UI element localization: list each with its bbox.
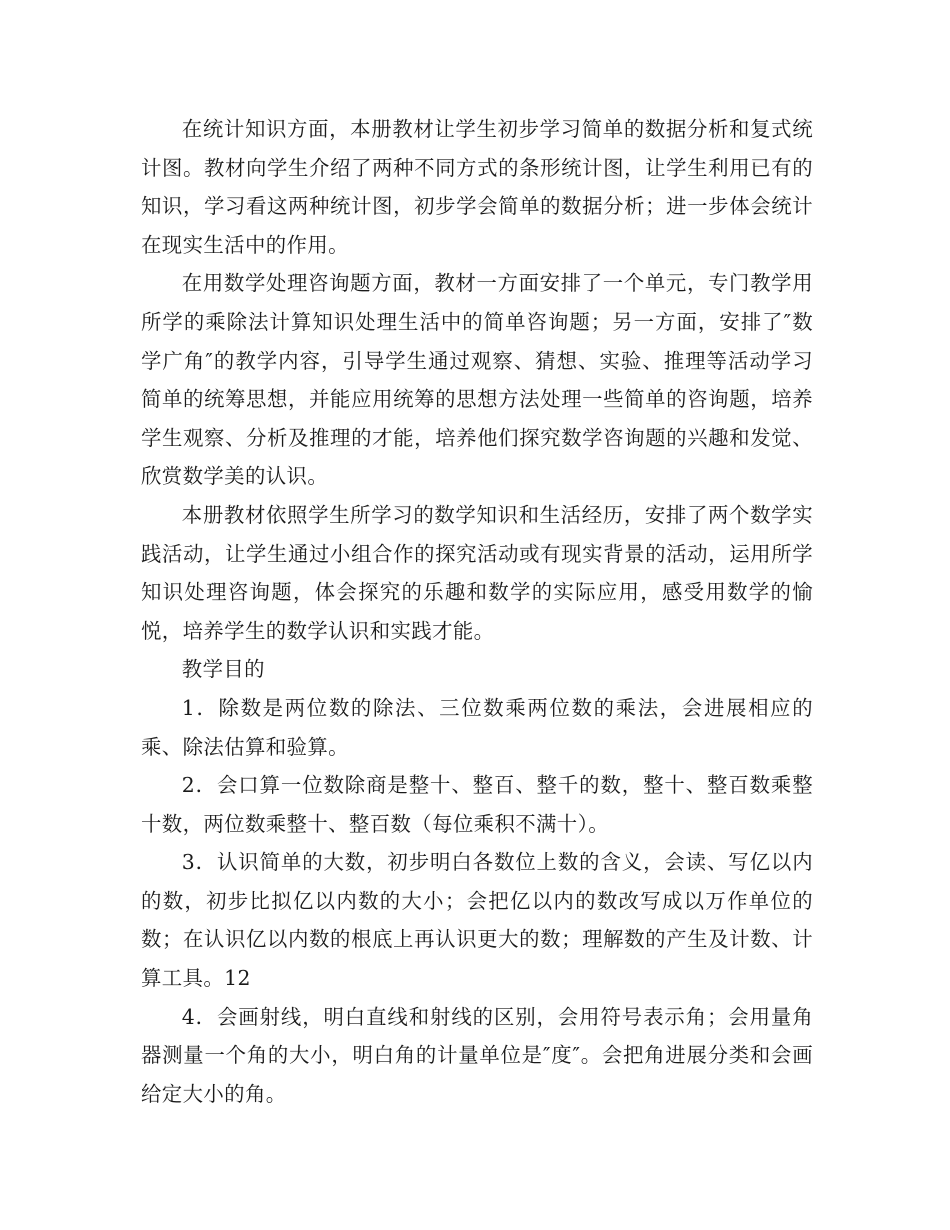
section-heading-teaching-goals: 教学目的 xyxy=(181,657,265,682)
goal-item-4: 4．会画射线，明白直线和射线的区别，会用符号表示角；会用量角器测量一个角的大小，明白角的计量单位是″度″。会把角进展分类和会画给定大小的角。 xyxy=(141,1004,813,1106)
goal-item-3: 3．认识简单的大数，初步明白各数位上数的含义，会读、写亿以内的数，初步比拟亿以内数的大小；会把亿以内的数改写成以万作单位的数；在认识亿以内数的根底上再认识更大的数；理解数的产生及计数、计算工具。12 xyxy=(141,850,813,991)
paragraph-practice-activities: 本册教材依照学生所学习的数学知识和生活经历，安排了两个数学实践活动，让学生通过小组合作的探究活动或有现实背景的活动，运用所学知识处理咨询题，体会探究的乐趣和数学的实际应用，感受用数学的愉悦，培养学生的数学认识和实践才能。 xyxy=(141,502,813,643)
paragraph-problem-solving: 在用数学处理咨询题方面，教材一方面安排了一个单元，专门教学用所学的乘除法计算知识处理生活中的简单咨询题；另一方面，安排了″数学广角″的教学内容，引导学生通过观察、猜想、实验、推理等活动学习简单的统筹思想，并能应用统筹的思想方法处理一些简单的咨询题，培养学生观察、分析及推理的才能，培养他们探究数学咨询题的兴趣和发觉、欣赏数学美的认识。 xyxy=(141,271,813,489)
goal-item-1: 1．除数是两位数的除法、三位数乘两位数的乘法，会进展相应的乘、除法估算和验算。 xyxy=(141,695,813,759)
paragraph-statistics: 在统计知识方面，本册教材让学生初步学习简单的数据分析和复式统计图。教材向学生介绍了两种不同方式的条形统计图，让学生利用已有的知识，学习看这两种统计图，初步学会简单的数据分析；进一步体会统计在现实生活中的作用。 xyxy=(141,117,813,257)
goal-item-2: 2．会口算一位数除商是整十、整百、整千的数，整十、整百数乘整十数，两位数乘整十、整百数（每位乘积不满十）。 xyxy=(141,773,813,836)
document-body xyxy=(141,110,813,1113)
